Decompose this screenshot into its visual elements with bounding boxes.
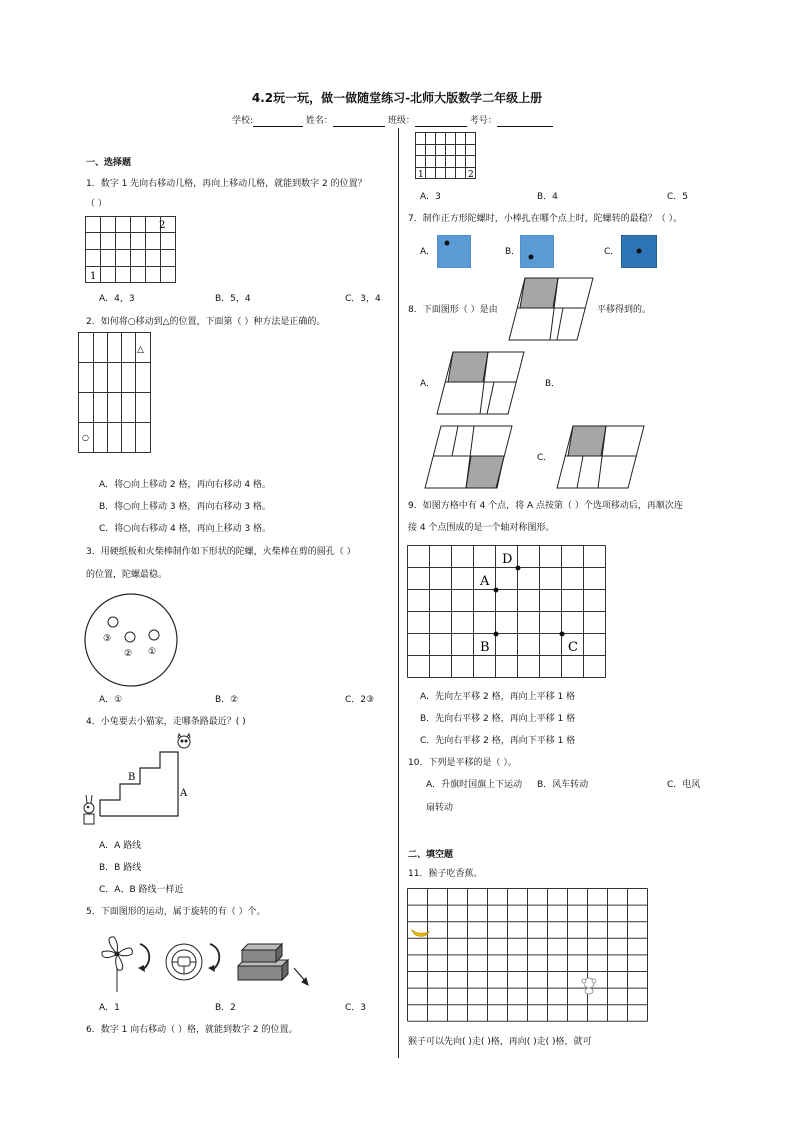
q4-staircase [100,752,178,816]
q1-cell-2: 2 [159,220,166,231]
q10-option-c-cont: 扇转动 [426,803,454,813]
q1-grid [85,216,177,284]
q7-option-b[interactable]: B． [505,247,521,257]
q1-option-b[interactable]: B．5，4 [215,294,251,304]
q4-label-b: B [128,772,136,783]
q3-disc [85,594,177,686]
q7-dot-c [637,249,642,254]
q9-point-b [494,632,499,637]
q4-label-a: A [180,788,188,799]
q10-option-a[interactable]: A．升旗时国旗上下运动 [426,780,523,790]
class-blank [415,116,467,127]
q9-text-line2: 接 4 个点围成的是一个轴对称图形。 [408,523,555,533]
q10-text: 10．下列是平移的是（ ）。 [408,758,517,768]
q7-text: 7．制作正方形陀螺时，小棒扎在哪个点上时，陀螺转的最稳？（ ）。 [408,214,683,224]
q6-option-a[interactable]: A．3 [420,192,441,202]
q7-dot-a [445,241,450,246]
q4-text: 4．小兔要去小猫家，走哪条路最近？( ) [86,717,246,727]
q2-circle-mark: ○ [82,433,89,442]
q1-cell-1: 1 [90,271,97,282]
q9-point-a [494,588,499,593]
q10-option-b[interactable]: B．风车转动 [537,780,589,790]
q1-option-c[interactable]: C．3，4 [345,294,381,304]
q8-c-shade [568,426,606,456]
name-blank [333,116,385,127]
q6-option-c[interactable]: C．5 [667,192,689,202]
section-choice-heading: 一、选择题 [86,158,132,168]
q4-option-c[interactable]: C．A、B 路线一样近 [99,885,184,895]
q9-option-a[interactable]: A．先向左平移 2 格，再向上平移 1 格 [420,692,576,702]
q8-original-shade [520,278,558,308]
q4-option-b[interactable]: B．B 路线 [99,863,142,873]
arrow-head-icon [138,965,145,972]
school-blank [253,116,303,127]
rotate-arrow-icon [140,944,149,970]
q3-hole-1 [149,630,159,640]
q8-option-b[interactable]: B． [545,379,561,389]
q10-option-c[interactable]: C．电风 [667,780,701,790]
monkey-icon [582,978,596,994]
q7-square-a [437,235,471,268]
q8-option-b-figure [424,424,514,490]
column-divider [398,128,399,1058]
q2-text: 2．如何将○移动到△的位置，下面第（ ）种方法是正确的。 [86,317,326,327]
q7-square-a-fill [437,235,471,268]
cat-icon [178,734,190,748]
rabbit-icon [84,795,94,824]
q2-option-a[interactable]: A．将○向上移动 2 格，再向右移动 4 格。 [99,480,271,490]
q9-label-d: D [502,552,513,567]
q9-label-a: A [480,574,490,589]
q3-disc-figure [82,592,182,688]
q3-hole-3 [108,617,118,627]
student-info-line [232,115,553,127]
q3-option-c[interactable]: C．2③ [345,695,375,705]
q7-square-c [621,235,657,268]
school-label: 学校: [232,116,254,126]
q2-triangle-mark: △ [137,345,144,355]
q3-text-line1: 3．用硬纸板和火柴棒制作如下形状的陀螺，火柴棒在剪的圆孔（ ） [86,547,356,557]
q2-grid [78,332,152,454]
section-fill-heading: 二、填空题 [408,850,454,860]
q7-option-a[interactable]: A． [420,247,436,257]
q8-text-a: 8．下面图形（ ）是由 [408,305,498,315]
q1-text: 1．数字 1 先向右移动几格，再向上移动几格，就能到数字 2 的位置？ [86,179,367,189]
q3-label-2: ② [124,649,133,659]
q11-answer-line: 猴子可以先向( )走( )格，再向( )走( )格，就可 [408,1037,592,1047]
q9-grid [407,545,609,679]
q6-option-b[interactable]: B．4 [537,192,558,202]
q6-cell-1: 1 [418,170,424,180]
q7-dot-b [529,255,534,260]
banana-icon [412,930,429,936]
q3-option-b[interactable]: B．② [215,695,239,705]
q3-label-1: ① [148,647,157,657]
q5-option-c[interactable]: C．3 [345,1003,367,1013]
q9-option-b[interactable]: B．先向右平移 2 格，再向上平移 1 格 [420,714,576,724]
q8-option-a[interactable]: A． [420,379,436,389]
q8-option-a-figure [436,350,526,416]
q8-option-c[interactable]: C． [537,453,553,463]
q3-label-3: ③ [103,634,112,644]
q8-b-shade [466,456,504,488]
q7-square-b [520,235,554,268]
q9-label-b: B [480,640,490,655]
q7-option-c[interactable]: C． [604,247,620,257]
q7-square-b-fill [520,235,554,268]
q5-text: 5．下面图形的运动，属于旋转的有（ ）个。 [86,907,266,917]
q2-option-c[interactable]: C．将○向右移动 4 格，再向上移动 3 格。 [99,524,272,534]
q6-text: 6．数字 1 向右移动（ ）格，就能到数字 2 的位置。 [86,1025,298,1035]
arrow-head-icon-2 [208,965,215,972]
page-title: 4.2玩一玩，做一做随堂练习-北师大版数学二年级上册 [251,91,543,105]
q4-staircase-figure [80,732,200,834]
pinwheel-icon [102,937,132,992]
q3-hole-2 [125,632,135,642]
q8-a-shade [448,352,488,382]
q11-grid [407,888,649,1022]
q2-option-b[interactable]: B．将○向上移动 3 格，再向右移动 3 格。 [99,502,271,512]
q5-option-b[interactable]: B．2 [215,1003,236,1013]
rotate-arrow-icon-2 [210,944,219,970]
q5-option-a[interactable]: A．1 [99,1003,120,1013]
q8-text-b: 平移得到的。 [597,305,652,315]
steering-wheel-icon [166,944,202,980]
q8-option-c-figure [556,424,646,490]
q9-point-c [560,632,565,637]
q9-option-c[interactable]: C．先向右平移 2 格，再向下平移 1 格 [420,736,576,746]
class-label: 班级： [387,116,415,126]
exam-no-label: 考号： [469,116,497,126]
q5-motion-figures [96,932,314,996]
q6-cell-2: 2 [468,170,474,180]
q4-option-a[interactable]: A．A 路线 [99,841,142,851]
name-label: 姓名： [305,116,333,126]
q3-option-a[interactable]: A．① [99,695,123,705]
q9-point-d [516,566,521,571]
q11-text: 11．猴子吃香蕉。 [408,869,483,879]
q1-paren: （ ） [86,199,107,209]
q8-original-figure [508,276,594,342]
q1-option-a[interactable]: A．4，3 [99,294,135,304]
q6-grid [415,132,477,180]
exam-no-blank [497,116,553,127]
q3-text-line2: 的位置，陀螺最稳。 [86,570,168,580]
sliding-blocks-icon [238,944,308,985]
q9-label-c: C [568,640,578,655]
q9-text-line1: 9．如图方格中有 4 个点，将 A 点按第（ ）个选项移动后，再顺次连 [408,501,683,511]
